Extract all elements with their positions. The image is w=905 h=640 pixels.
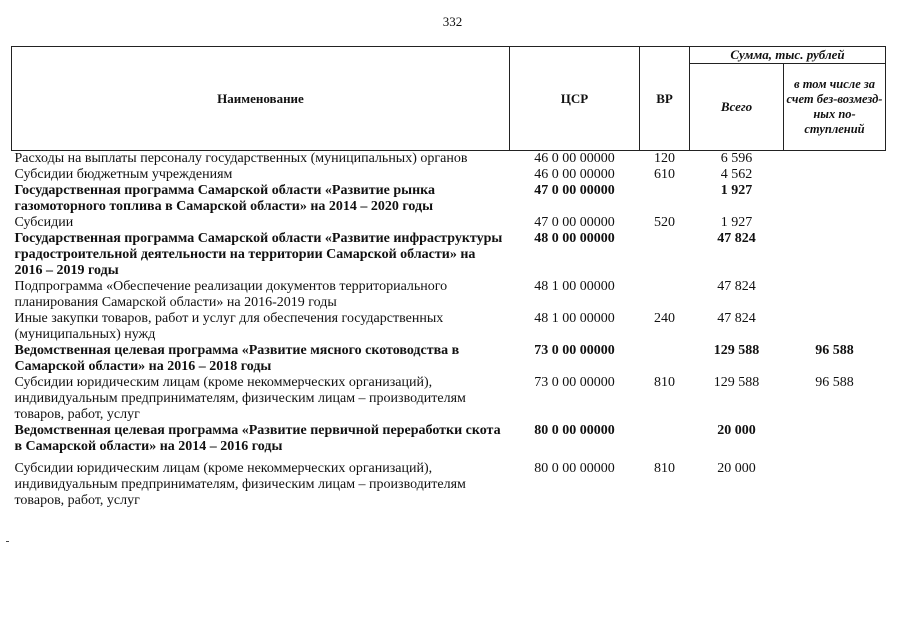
row-total: 129 588	[713, 343, 760, 358]
row-name: Расходы на выплаты персоналу государственных (муниципальных) органов	[14, 151, 468, 166]
table-row	[12, 423, 886, 455]
row-free	[784, 311, 886, 343]
row-free	[784, 423, 886, 455]
scan-speck	[6, 541, 9, 542]
table-row	[12, 215, 886, 231]
table-body	[12, 151, 886, 510]
row-total: 47 824	[717, 279, 756, 294]
row-csr: 47 0 00 00000	[534, 183, 615, 198]
table-row	[12, 343, 886, 375]
row-total: 129 588	[713, 375, 760, 390]
row-vr: 810	[654, 461, 675, 476]
page-number: 332	[442, 14, 463, 29]
row-total: 20 000	[717, 461, 756, 476]
row-vr	[640, 343, 690, 375]
table-row	[12, 183, 886, 215]
row-name: Государственная программа Самарской области «Развитие инфраструктуры градостроительной деятельности на территории Самарской области» на 2016 – 2019 годы	[14, 231, 503, 278]
header-total: Всего	[690, 64, 784, 151]
table-row	[12, 167, 886, 183]
row-free	[784, 151, 886, 168]
header-free: в том числе за счет без-возмезд-ных по-ступлений	[784, 64, 886, 151]
row-vr	[640, 279, 690, 311]
row-total: 1 927	[720, 183, 753, 198]
row-name: Иные закупки товаров, работ и услуг для обеспечения государственных (муниципальных) нужд	[14, 311, 444, 342]
row-free: 96 588	[815, 375, 854, 390]
header-sum: Сумма, тыс. рублей	[690, 47, 886, 64]
row-vr: 810	[654, 375, 675, 390]
table-row	[12, 455, 886, 509]
row-total: 1 927	[720, 215, 753, 230]
row-free	[784, 279, 886, 311]
row-name: Субсидии бюджетным учреждениям	[14, 167, 233, 182]
row-csr: 80 0 00 00000	[534, 423, 615, 438]
row-total: 47 824	[717, 311, 756, 326]
row-name: Ведомственная целевая программа «Развитие первичной переработки скота в Самарской области» на 2014 – 2016 годы	[14, 423, 501, 454]
header-name: Наименование	[12, 47, 510, 151]
row-name: Субсидии юридическим лицам (кроме некоммерческих организаций), индивидуальным предпринимателям, физическим лицам – производителям товаров, работ, услуг	[14, 375, 466, 422]
table-row	[12, 151, 886, 168]
table-row	[12, 311, 886, 343]
row-vr	[640, 231, 690, 279]
row-csr: 73 0 00 00000	[534, 375, 615, 390]
row-name: Ведомственная целевая программа «Развитие мясного скотоводства в Самарской области» на 2016 – 2018 годы	[14, 343, 460, 374]
row-name: Субсидии	[14, 215, 74, 230]
budget-table	[11, 46, 886, 509]
row-vr: 610	[654, 167, 675, 182]
row-name: Государственная программа Самарской области «Развитие рынка газомоторного топлива в Самарской области» на 2014 – 2020 годы	[14, 183, 435, 214]
row-name: Субсидии юридическим лицам (кроме некоммерческих организаций), индивидуальным предпринимателям, физическим лицам – производителям товаров, работ, услуг	[14, 461, 466, 508]
row-csr: 48 1 00 00000	[534, 279, 615, 294]
table-row	[12, 279, 886, 311]
row-vr	[640, 183, 690, 215]
row-free	[784, 215, 886, 231]
row-vr: 520	[654, 215, 675, 230]
row-csr: 47 0 00 00000	[534, 215, 615, 230]
header-row	[12, 47, 886, 64]
row-free	[784, 455, 886, 509]
row-total: 20 000	[717, 423, 756, 438]
table-row	[12, 375, 886, 423]
row-csr: 48 0 00 00000	[534, 231, 615, 246]
row-name: Подпрограмма «Обеспечение реализации документов территориального планирования Самарской области» на 2016-2019 годы	[14, 279, 448, 310]
table-row	[12, 231, 886, 279]
row-vr: 120	[654, 151, 675, 166]
row-free	[784, 231, 886, 279]
row-csr: 80 0 00 00000	[534, 461, 615, 476]
row-total: 6 596	[720, 151, 753, 166]
row-total: 4 562	[720, 167, 753, 182]
row-vr	[640, 423, 690, 455]
row-csr: 73 0 00 00000	[534, 343, 615, 358]
row-free	[784, 183, 886, 215]
row-free	[784, 167, 886, 183]
row-vr: 240	[654, 311, 675, 326]
row-csr: 46 0 00 00000	[534, 151, 615, 166]
header-csr: ЦСР	[510, 47, 640, 151]
row-csr: 46 0 00 00000	[534, 167, 615, 182]
header-vr: ВР	[640, 47, 690, 151]
row-free: 96 588	[815, 343, 854, 358]
row-total: 47 824	[717, 231, 756, 246]
row-csr: 48 1 00 00000	[534, 311, 615, 326]
